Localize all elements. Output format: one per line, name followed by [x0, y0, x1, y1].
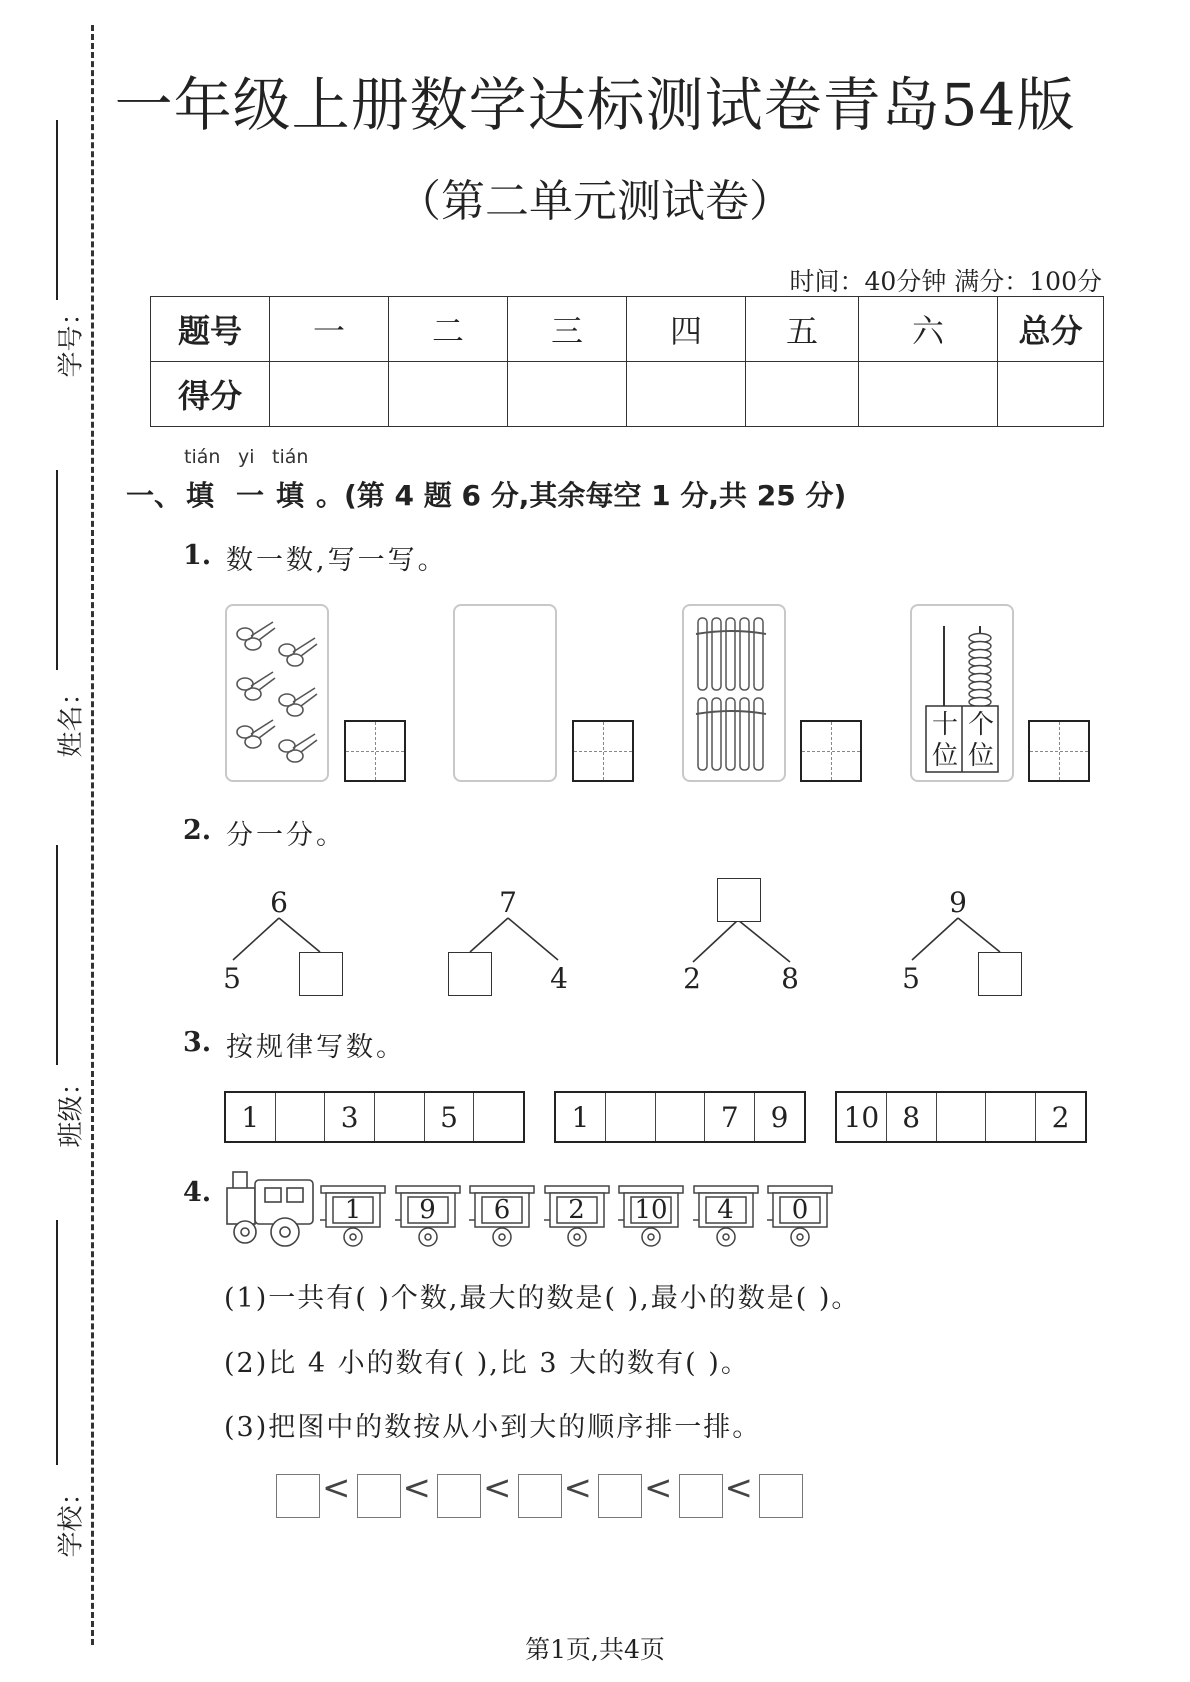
- train-car: [395, 1184, 461, 1248]
- question-text: 数一数,写一写。: [226, 545, 448, 576]
- order-box[interactable]: [598, 1474, 642, 1518]
- tree-answer-box[interactable]: [717, 878, 761, 922]
- pinyin-1: tián: [184, 446, 221, 468]
- train-car-number: 10: [634, 1195, 668, 1225]
- tree-top-number: 6: [270, 886, 288, 919]
- sequence-cell[interactable]: [606, 1093, 656, 1141]
- train-car: [469, 1184, 535, 1248]
- tree-answer-box[interactable]: [299, 952, 343, 996]
- train-car: [693, 1184, 759, 1248]
- train-car: [767, 1184, 833, 1248]
- locomotive-icon: [225, 1170, 320, 1248]
- section-title-rest: 。(第 4 题 6 分,其余每空 1 分,共 25 分): [316, 479, 847, 512]
- sequence-cell: 5: [425, 1093, 475, 1141]
- subquestion-3: (3)把图中的数按从小到大的顺序排一排。: [224, 1412, 762, 1443]
- train-car-number: 0: [791, 1195, 809, 1225]
- name-label: 姓名：: [56, 679, 87, 758]
- order-box[interactable]: [276, 1474, 320, 1518]
- sequence-cell[interactable]: [375, 1093, 425, 1141]
- train-car: [544, 1184, 610, 1248]
- tree-left-number: 2: [683, 962, 701, 995]
- train-car-number: 1: [344, 1195, 362, 1225]
- sequence-cell: 10: [837, 1093, 887, 1141]
- order-box[interactable]: [679, 1474, 723, 1518]
- score-header: 五: [746, 297, 859, 362]
- ones-label: 个 位: [968, 710, 995, 771]
- pinyin-2: yi: [238, 446, 255, 468]
- tens-label: 十 位: [932, 710, 959, 771]
- student-id-label: 学号：: [56, 299, 87, 378]
- sequence-cell[interactable]: [276, 1093, 326, 1141]
- sequence-row: [554, 1091, 806, 1143]
- question-number: 1.: [183, 540, 212, 571]
- sequence-cell: 3: [325, 1093, 375, 1141]
- train-car-number: 4: [717, 1195, 734, 1225]
- tree-top-number: 7: [499, 886, 517, 919]
- tree-answer-box[interactable]: [978, 952, 1022, 996]
- section-title-char: 填: [276, 479, 305, 512]
- train-car-number: 2: [568, 1195, 585, 1225]
- order-box[interactable]: [518, 1474, 562, 1518]
- tree-top-number: 9: [949, 886, 967, 919]
- less-than-sign: <: [483, 1468, 512, 1508]
- sequence-cell: 1: [226, 1093, 276, 1141]
- train-car: [618, 1184, 684, 1248]
- order-box[interactable]: [437, 1474, 481, 1518]
- train-car: [320, 1184, 386, 1248]
- less-than-sign: <: [644, 1468, 673, 1508]
- score-header: 二: [389, 297, 508, 362]
- sequence-cell[interactable]: [474, 1093, 523, 1141]
- school-label: 学校：: [56, 1479, 87, 1558]
- tree-left-number: 5: [223, 962, 241, 995]
- less-than-sign: <: [563, 1468, 592, 1508]
- tree-right-number: 4: [550, 962, 568, 995]
- sequence-row: [224, 1091, 525, 1143]
- train-car-number: 9: [419, 1195, 436, 1225]
- tree-right-number: 8: [781, 962, 799, 995]
- order-box[interactable]: [357, 1474, 401, 1518]
- question-text: 按规律写数。: [226, 1032, 406, 1063]
- score-header: 六: [859, 297, 998, 362]
- tree-answer-box[interactable]: [448, 952, 492, 996]
- time-info: 时间：40分钟 满分：100分: [789, 267, 1102, 296]
- section-title-char: 一: [236, 479, 265, 512]
- sequence-cell[interactable]: [937, 1093, 987, 1141]
- question-number: 4.: [183, 1177, 212, 1208]
- question-number: 2.: [183, 815, 212, 846]
- less-than-sign: <: [322, 1468, 351, 1508]
- section-title-prefix: 一、: [126, 479, 183, 512]
- pinyin-3: tián: [272, 446, 309, 468]
- page-subtitle: （第二单元测试卷）: [397, 176, 793, 227]
- score-header: 四: [627, 297, 746, 362]
- subquestion-1: (1)一共有( )个数,最大的数是( ),最小的数是( )。: [224, 1283, 861, 1314]
- page-footer: 第1页,共4页: [525, 1635, 665, 1664]
- sequence-row: [835, 1091, 1087, 1143]
- score-header: 题号: [151, 297, 270, 362]
- sequence-cell: 8: [887, 1093, 937, 1141]
- score-header: 总分: [998, 297, 1104, 362]
- sequence-cell: 7: [705, 1093, 755, 1141]
- sequence-cell[interactable]: [986, 1093, 1036, 1141]
- score-header: 一: [270, 297, 389, 362]
- subquestion-2: (2)比 4 小的数有( ),比 3 大的数有( )。: [224, 1348, 750, 1379]
- order-box[interactable]: [759, 1474, 803, 1518]
- sequence-cell: 9: [770, 1100, 789, 1134]
- less-than-sign: <: [724, 1468, 753, 1508]
- score-header: 三: [508, 297, 627, 362]
- sequence-cell[interactable]: [656, 1093, 706, 1141]
- less-than-sign: <: [402, 1468, 431, 1508]
- question-number: 3.: [183, 1027, 212, 1058]
- sequence-cell: 1: [556, 1093, 606, 1141]
- section-title-char: 填: [186, 479, 215, 512]
- page-title: 一年级上册数学达标测试卷青岛54版: [114, 71, 1076, 139]
- train-car-number: 6: [493, 1195, 511, 1225]
- tree-left-number: 5: [902, 962, 920, 995]
- sequence-cell: 2: [1051, 1100, 1070, 1134]
- question-text: 分一分。: [226, 820, 346, 851]
- score-row-label: 得分: [151, 362, 270, 427]
- class-label: 班级：: [56, 1069, 87, 1148]
